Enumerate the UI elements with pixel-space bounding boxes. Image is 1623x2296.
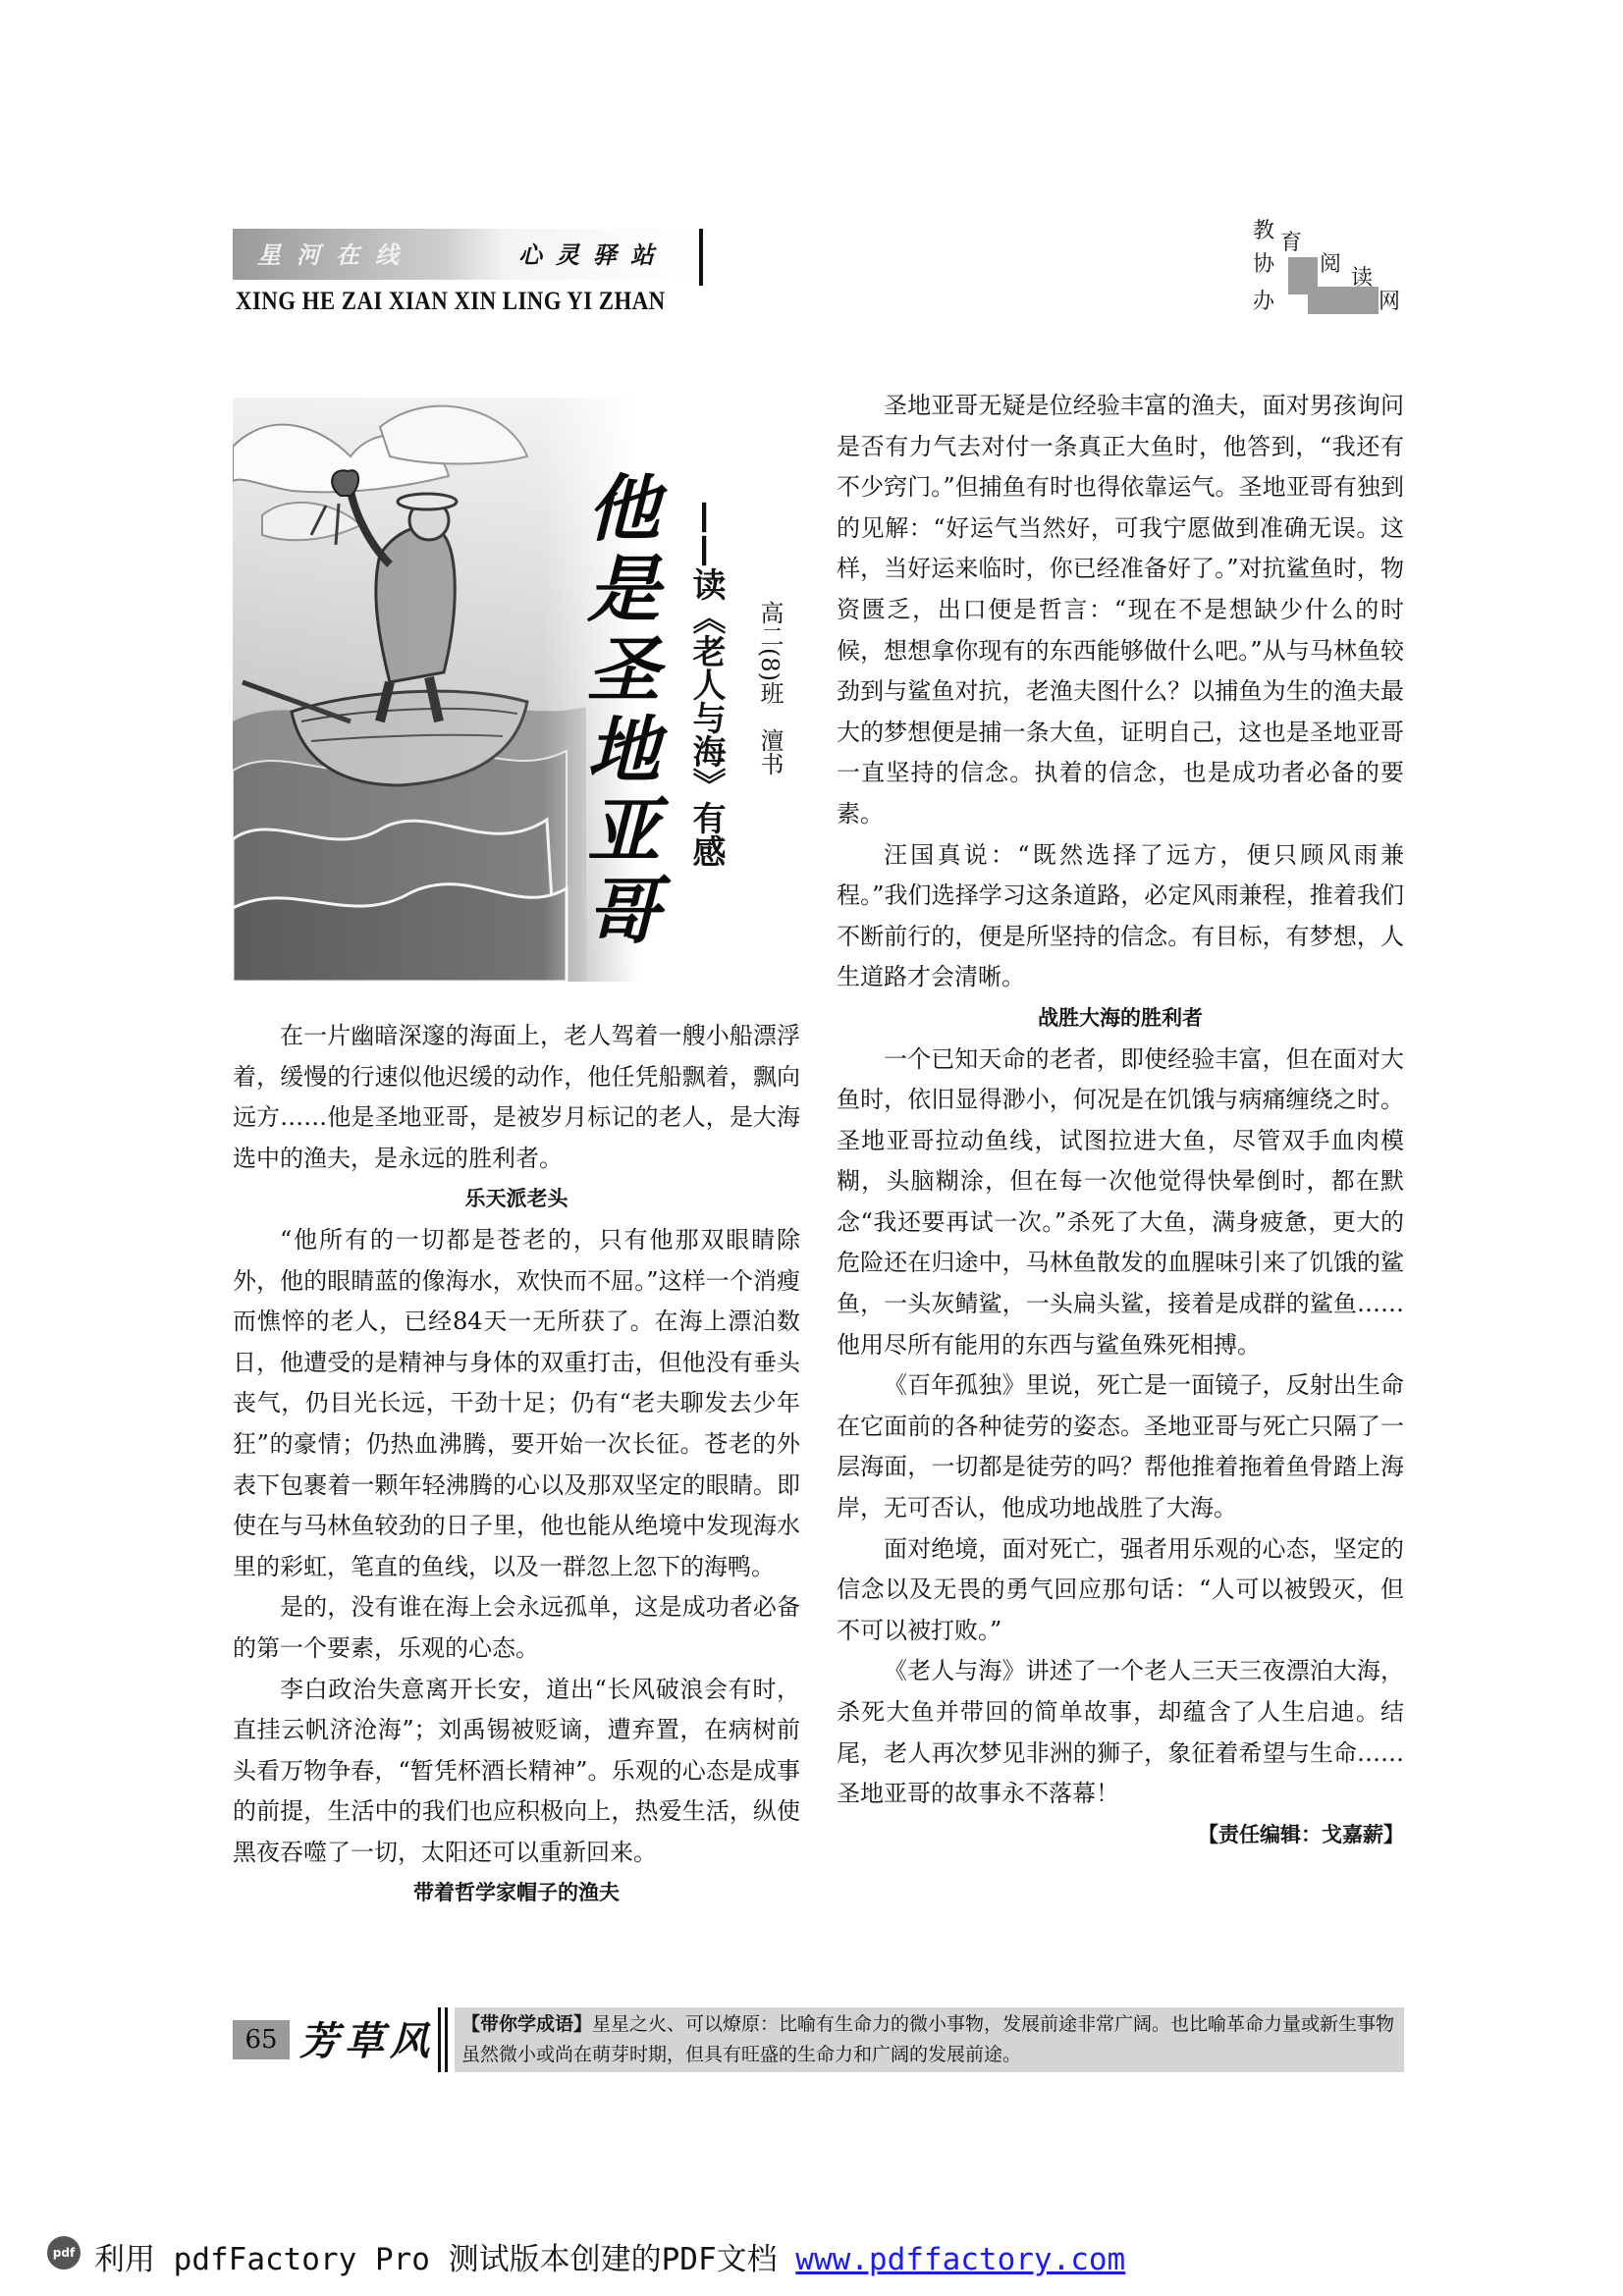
logo-char: 阅 xyxy=(1320,252,1342,277)
pdffactory-link[interactable]: www.pdffactory.com xyxy=(795,2242,1126,2277)
header-pinyin: XING HE ZAI XIAN XIN LING YI ZHAN xyxy=(236,287,666,315)
paragraph: 圣地亚哥无疑是位经验丰富的渔夫，面对男孩询问是否有力气去对付一条真正大鱼时，他答到，“我还有不少窍门。”但捕鱼有时也得依靠运气。圣地亚哥有独到的见解：“好运气当然好，可我宁愿做到准确无误。这样，当好运来临时，你已经准备好了。”对抗鲨鱼时，物资匮乏，出口便是哲言：“现在不是想缺少什么的时候，想想拿你现有的东西能够做什么吧。”从与马林鱼较劲到与鲨鱼对抗，老渔夫图什么？以捕鱼为生的渔夫最大的梦想便是捕一条大鱼，证明自己，这也是圣地亚哥一直坚持的信念。执着的信念，也是成功者必备的要素。 xyxy=(837,392,1404,828)
paragraph: 《老人与海》讲述了一个老人三天三夜漂泊大海，杀死大鱼并带回的简单故事，却蕴含了人生启迪。结尾，老人再次梦见非洲的狮子，象征着希望与生命……圣地亚哥的故事永不落幕！ xyxy=(837,1657,1404,1808)
header-column-name: 星河在线 xyxy=(257,240,414,269)
left-column xyxy=(233,1016,800,1914)
section-heading: 乐天派老头 xyxy=(464,1187,568,1211)
paragraph: “他所有的一切都是苍老的，只有他那双眼睛除外，他的眼睛蓝的像海水，欢快而不屈。”这样一个消瘦而憔悴的老人，已经84天一无所获了。在海上漂泊数日，他遭受的是精神与身体的双重打击，但他没有垂头丧气，仍目光长远，干劲十足；仍有“老夫聊发去少年狂”的豪情；仍热血沸腾，要开始一次长征。苍老的外表下包裹着一颗年轻沸腾的心以及那双坚定的眼睛。即使在与马林鱼较劲的日子里，他也能从绝境中发现海水里的彩虹，笔直的鱼线，以及一群忽上忽下的海鸭。 xyxy=(233,1225,800,1580)
title-char: 地 xyxy=(587,709,660,793)
logo-char: 读 xyxy=(1351,266,1374,291)
idiom-label: 【带你学成语】 xyxy=(461,2013,593,2035)
paragraph: 面对绝境，面对死亡，强者用乐观的心态，坚定的信念以及无畏的勇气回应那句话：“人可以被毁灭，但不可以被打败。” xyxy=(837,1534,1404,1644)
idiom-note xyxy=(461,2009,1399,2070)
site-logo xyxy=(1249,214,1406,320)
title-char: 是 xyxy=(587,548,660,632)
logo-char: 育 xyxy=(1280,231,1303,255)
title-char: 他 xyxy=(587,467,660,552)
section-heading: 带着哲学家帽子的渔夫 xyxy=(413,1881,620,1905)
title-char: 哥 xyxy=(587,870,660,954)
title-char: 亚 xyxy=(587,789,660,874)
pdffactory-watermark xyxy=(94,2234,1125,2278)
magazine-brand: 芳草风 xyxy=(299,2018,435,2064)
page-number: 65 xyxy=(233,2020,290,2059)
paragraph: 是的，没有谁在海上会永远孤单，这是成功者必备的第一个要素，乐观的心态。 xyxy=(233,1593,800,1662)
article-title xyxy=(581,469,666,952)
paragraph: 《百年孤独》里说，死亡是一面镜子，反射出生命在它面前的各种徒劳的姿态。圣地亚哥与死亡只隔了一层海面，一切都是徒劳的吗？帮他推着拖着鱼骨踏上海岸，无可否认，他成功地战胜了大海。 xyxy=(837,1371,1404,1522)
footer-divider xyxy=(438,2007,448,2072)
logo-char: 网 xyxy=(1379,290,1401,314)
article-subtitle: ——读《老人与海》有感 xyxy=(686,501,726,868)
logo-char: 办 xyxy=(1253,290,1275,314)
paragraph: 一个已知天命的老者，即使经验丰富，但在面对大鱼时，依旧显得渺小，何况是在饥饿与病痛缠绕之时。圣地亚哥拉动鱼线，试图拉进大鱼，尽管双手血肉模糊，头脑糊涂，但在每一次他觉得快晕倒时，都在默念“我还要再试一次。”杀死了大鱼，满身疲惫，更大的危险还在归途中，马林鱼散发的血腥味引来了饥饿的鲨鱼，一头灰鲭鲨，一头扁头鲨，接着是成群的鲨鱼……他用尽所有能用的东西与鲨鱼殊死相搏。 xyxy=(837,1044,1404,1359)
title-char: 圣 xyxy=(587,628,660,713)
article-author: 高二(8)班 澶书 xyxy=(756,601,784,775)
paragraph: 汪国真说：“既然选择了远方，便只顾风雨兼程。”我们选择学习这条道路，必定风雨兼程，推着我们不断前行的，便是所坚持的信念。有目标，有梦想，人生道路才会清晰。 xyxy=(837,840,1404,991)
paragraph: 李白政治失意离开长安，道出“长风破浪会有时，直挂云帆济沧海”；刘禹锡被贬谪，遭弃置，在病树前头看万物争春，“暂凭杯酒长精神”。乐观的心态是成事的前提，生活中的我们也应积极向上，热爱生活，纵使黑夜吞噬了一切，太阳还可以重新回来。 xyxy=(233,1675,800,1866)
watermark-text: 利用 pdfFactory Pro 测试版本创建的PDF文档 xyxy=(94,2242,796,2277)
responsible-editor: 【责任编辑：戈嘉薪】 xyxy=(1198,1822,1404,1846)
header-divider xyxy=(699,229,703,286)
pdf-icon: pdf xyxy=(47,2236,81,2269)
right-column xyxy=(837,386,1404,1855)
paragraph: 在一片幽暗深邃的海面上，老人驾着一艘小船漂浮着，缓慢的行速似他迟缓的动作，他任凭船飘着，飘向远方……他是圣地亚哥，是被岁月标记的老人，是大海选中的渔夫，是永远的胜利者。 xyxy=(233,1022,800,1172)
idiom-text: 星星之火、可以燎原：比喻有生命力的微小事物，发展前途非常广阔。也比喻革命力量或新生事物虽然微小或尚在萌芽时期，但具有旺盛的生命力和广阔的发展前途。 xyxy=(461,2013,1395,2065)
logo-char: 协 xyxy=(1253,252,1275,277)
header-section-name: 心灵驿站 xyxy=(518,240,668,269)
section-heading: 战胜大海的胜利者 xyxy=(1038,1005,1203,1030)
logo-char: 教 xyxy=(1253,219,1275,243)
